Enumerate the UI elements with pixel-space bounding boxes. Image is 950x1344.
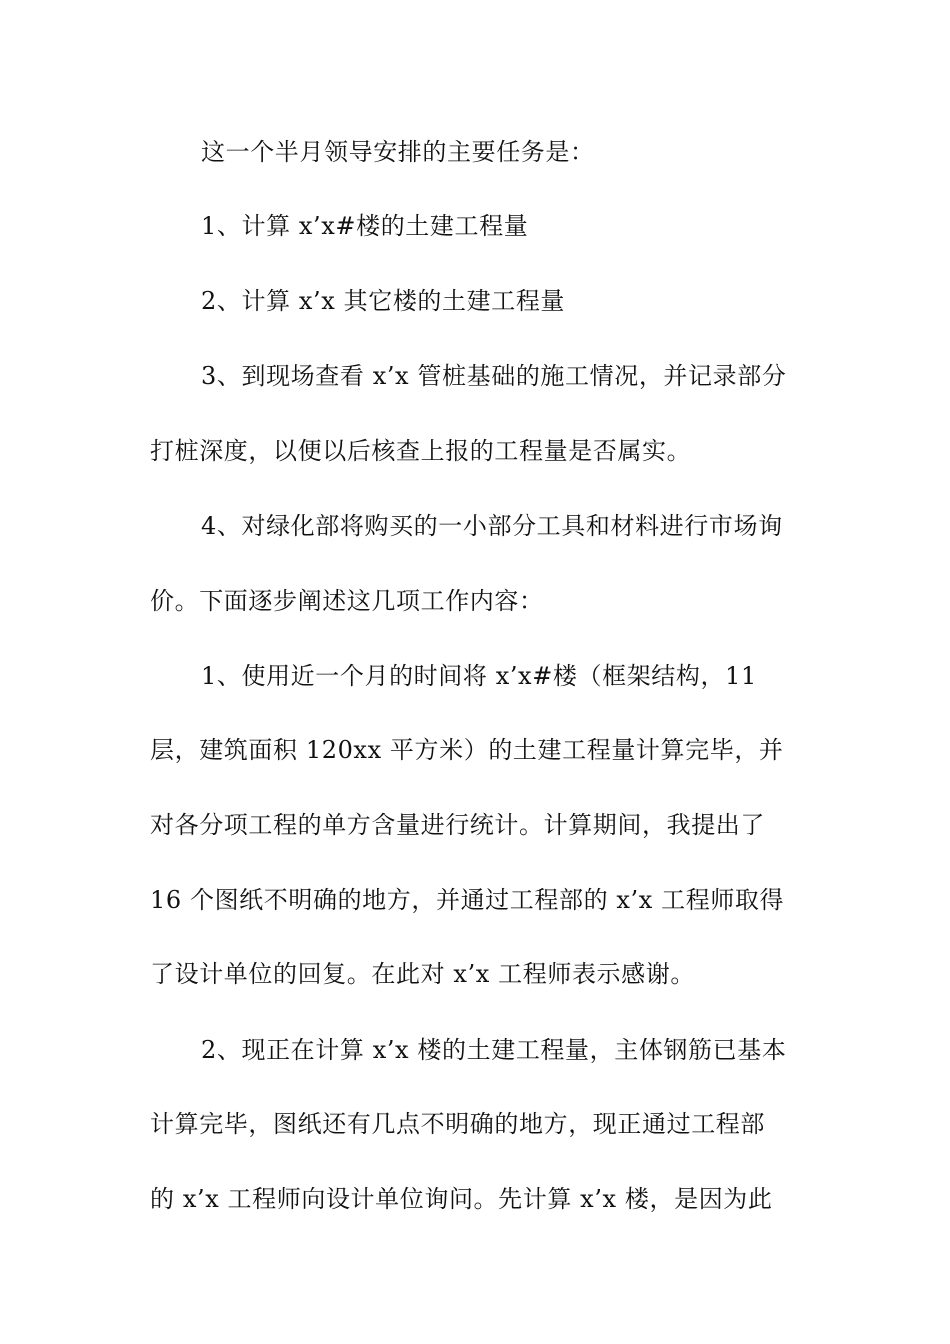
detail-1-line-4: 16 个图纸不明确的地方，并通过工程部的 x’x 工程师取得 <box>150 886 785 914</box>
detail-2-line-3: 的 x’x 工程师向设计单位询问。先计算 x’x 楼，是因为此 <box>150 1185 773 1213</box>
task-item-3-line-2: 打桩深度，以便以后核查上报的工程量是否属实。 <box>150 437 692 465</box>
task-item-1: 1、计算 x’x#楼的土建工程量 <box>201 212 529 240</box>
detail-1-line-1: 1、使用近一个月的时间将 x’x#楼（框架结构，11 <box>201 662 757 690</box>
detail-1-line-5: 了设计单位的回复。在此对 x’x 工程师表示感谢。 <box>150 960 695 988</box>
task-item-4-line-2: 价。下面逐步阐述这几项工作内容： <box>150 587 544 615</box>
detail-1-line-3: 对各分项工程的单方含量进行统计。计算期间，我提出了 <box>150 811 765 839</box>
task-item-3-line-1: 3、到现场查看 x’x 管桩基础的施工情况，并记录部分 <box>201 362 787 390</box>
task-item-2: 2、计算 x’x 其它楼的土建工程量 <box>201 287 566 315</box>
detail-2-line-2: 计算完毕，图纸还有几点不明确的地方，现正通过工程部 <box>150 1110 765 1138</box>
detail-1-line-2: 层，建筑面积 120xx 平方米）的土建工程量计算完毕，并 <box>150 736 784 764</box>
task-item-4-line-1: 4、对绿化部将购买的一小部分工具和材料进行市场询 <box>201 512 783 540</box>
paragraph-intro: 这一个半月领导安排的主要任务是： <box>201 138 595 166</box>
detail-2-line-1: 2、现正在计算 x’x 楼的土建工程量，主体钢筋已基本 <box>201 1036 787 1064</box>
